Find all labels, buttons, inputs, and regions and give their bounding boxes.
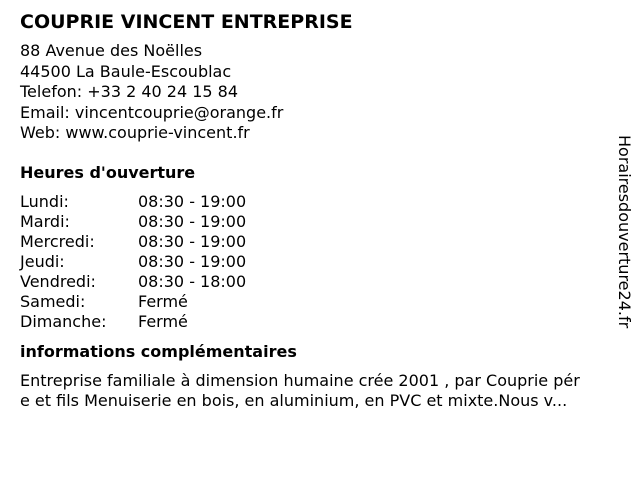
day-label: Jeudi: xyxy=(20,251,65,271)
hours-row xyxy=(20,252,610,272)
description-line: e et fils Menuiserie en bois, en aluminium, en PVC et mixte.Nous v... xyxy=(20,391,568,410)
time-value: 08:30 - 18:00 xyxy=(138,271,247,291)
site-watermark: Horairesdouverture24.fr xyxy=(615,135,634,329)
hours-row xyxy=(20,232,610,252)
business-card xyxy=(20,10,610,412)
business-name: COUPRIE VINCENT ENTREPRISE xyxy=(20,11,353,33)
day-label: Mardi: xyxy=(20,211,70,231)
description-line: Entreprise familiale à dimension humaine crée 2001 , par Couprie pér xyxy=(20,370,580,390)
time-value: Fermé xyxy=(138,311,188,331)
day-label: Dimanche: xyxy=(20,311,107,331)
website: Web: www.couprie-vincent.fr xyxy=(20,123,250,142)
day-label: Mercredi: xyxy=(20,231,95,251)
time-value: 08:30 - 19:00 xyxy=(138,211,247,231)
time-value: 08:30 - 19:00 xyxy=(138,191,247,211)
street-address: 88 Avenue des Noëlles xyxy=(20,41,203,60)
hours-row xyxy=(20,292,610,312)
day-label: Vendredi: xyxy=(20,271,96,291)
hours-row xyxy=(20,272,610,292)
email-address: Email: vincentcouprie@orange.fr xyxy=(20,102,284,122)
city-postcode: 44500 La Baule-Escoublac xyxy=(20,61,232,81)
opening-hours-heading: Heures d'ouverture xyxy=(20,162,196,182)
time-value: 08:30 - 19:00 xyxy=(138,231,247,251)
additional-info-heading: informations complémentaires xyxy=(20,341,297,361)
time-value: 08:30 - 19:00 xyxy=(138,251,247,271)
day-label: Lundi: xyxy=(20,191,69,211)
hours-row xyxy=(20,212,610,232)
phone-number: Telefon: +33 2 40 24 15 84 xyxy=(20,82,239,101)
hours-row xyxy=(20,192,610,212)
day-label: Samedi: xyxy=(20,291,86,311)
time-value: Fermé xyxy=(138,291,188,311)
hours-row xyxy=(20,312,610,332)
opening-hours-table xyxy=(20,192,610,332)
